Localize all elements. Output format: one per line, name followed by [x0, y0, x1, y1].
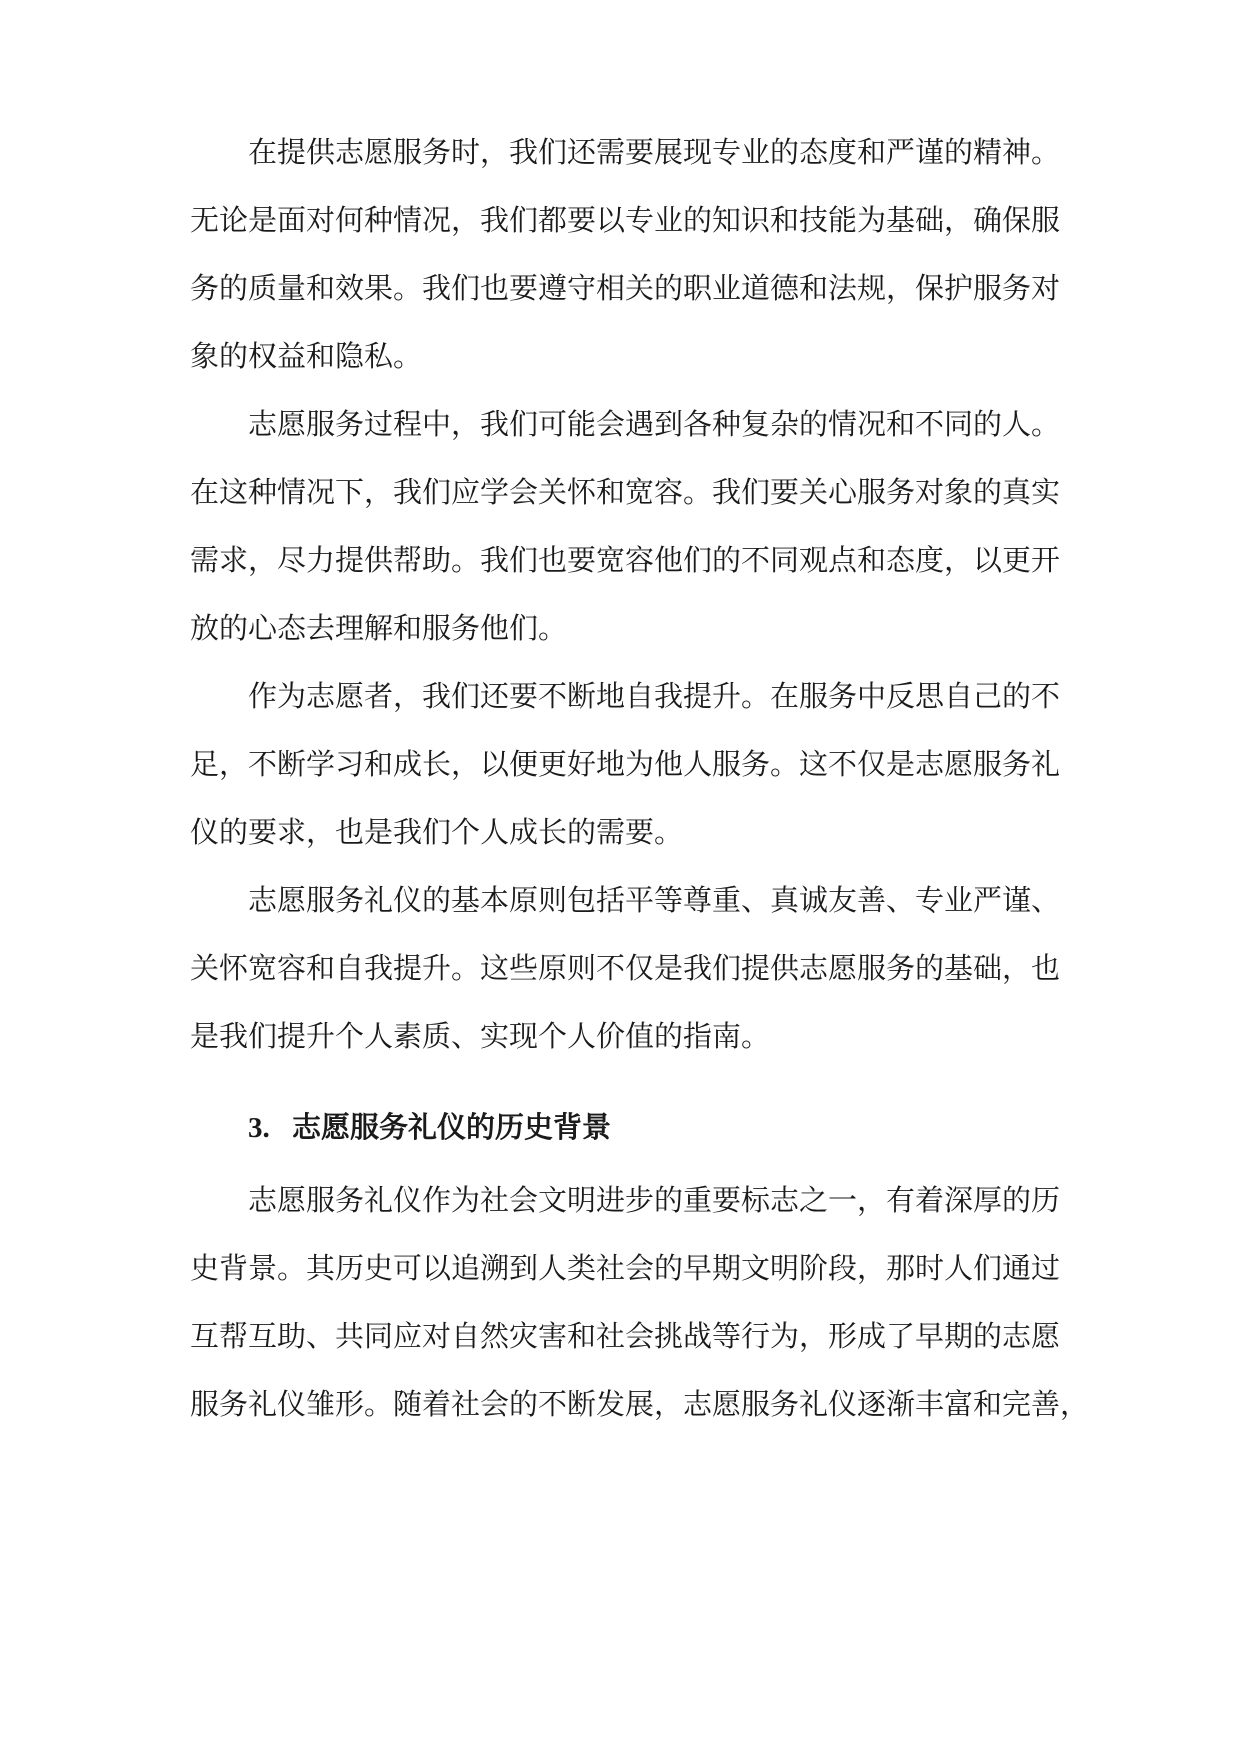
paragraph-line: 足，不断学习和成长，以便更好地为他人服务。这不仅是志愿服务礼: [190, 747, 1061, 781]
paragraph-line: 作为志愿者，我们还要不断地自我提升。在服务中反思自己的不: [248, 679, 1061, 713]
paragraph-line: 无论是面对何种情况，我们都要以专业的知识和技能为基础，确保服: [190, 203, 1061, 237]
paragraph-line: 在这种情况下，我们应学会关怀和宽容。我们要关心服务对象的真实: [190, 475, 1061, 509]
paragraph-line: 志愿服务礼仪的基本原则包括平等尊重、真诚友善、专业严谨、: [248, 883, 1061, 917]
paragraph-line: 在提供志愿服务时，我们还需要展现专业的态度和严谨的精神。: [248, 135, 1061, 169]
paragraph-line: 志愿服务礼仪作为社会文明进步的重要标志之一，有着深厚的历: [248, 1183, 1061, 1217]
paragraph-line: 仪的要求，也是我们个人成长的需要。: [190, 815, 684, 849]
section-heading: [248, 1105, 1060, 1149]
section-title: 志愿服务礼仪的历史背景: [292, 1110, 612, 1144]
paragraph-line: 服务礼仪雏形。随着社会的不断发展，志愿服务礼仪逐渐丰富和完善，: [190, 1387, 1090, 1421]
paragraph-line: 志愿服务过程中，我们可能会遇到各种复杂的情况和不同的人。: [248, 407, 1061, 441]
paragraph-line: 是我们提升个人素质、实现个人价值的指南。: [190, 1019, 771, 1053]
paragraph-line: 互帮互助、共同应对自然灾害和社会挑战等行为，形成了早期的志愿: [190, 1319, 1061, 1353]
paragraph-line: 放的心态去理解和服务他们。: [190, 611, 568, 645]
paragraph-line: 需求，尽力提供帮助。我们也要宽容他们的不同观点和态度，以更开: [190, 543, 1061, 577]
section-number: 3.: [248, 1112, 270, 1144]
paragraph-line: 象的权益和隐私。: [190, 339, 423, 373]
paragraph-line: 史背景。其历史可以追溯到人类社会的早期文明阶段，那时人们通过: [190, 1251, 1061, 1285]
paragraph-line: 关怀宽容和自我提升。这些原则不仅是我们提供志愿服务的基础，也: [190, 951, 1061, 985]
paragraph-line: 务的质量和效果。我们也要遵守相关的职业道德和法规，保护服务对: [190, 271, 1061, 305]
